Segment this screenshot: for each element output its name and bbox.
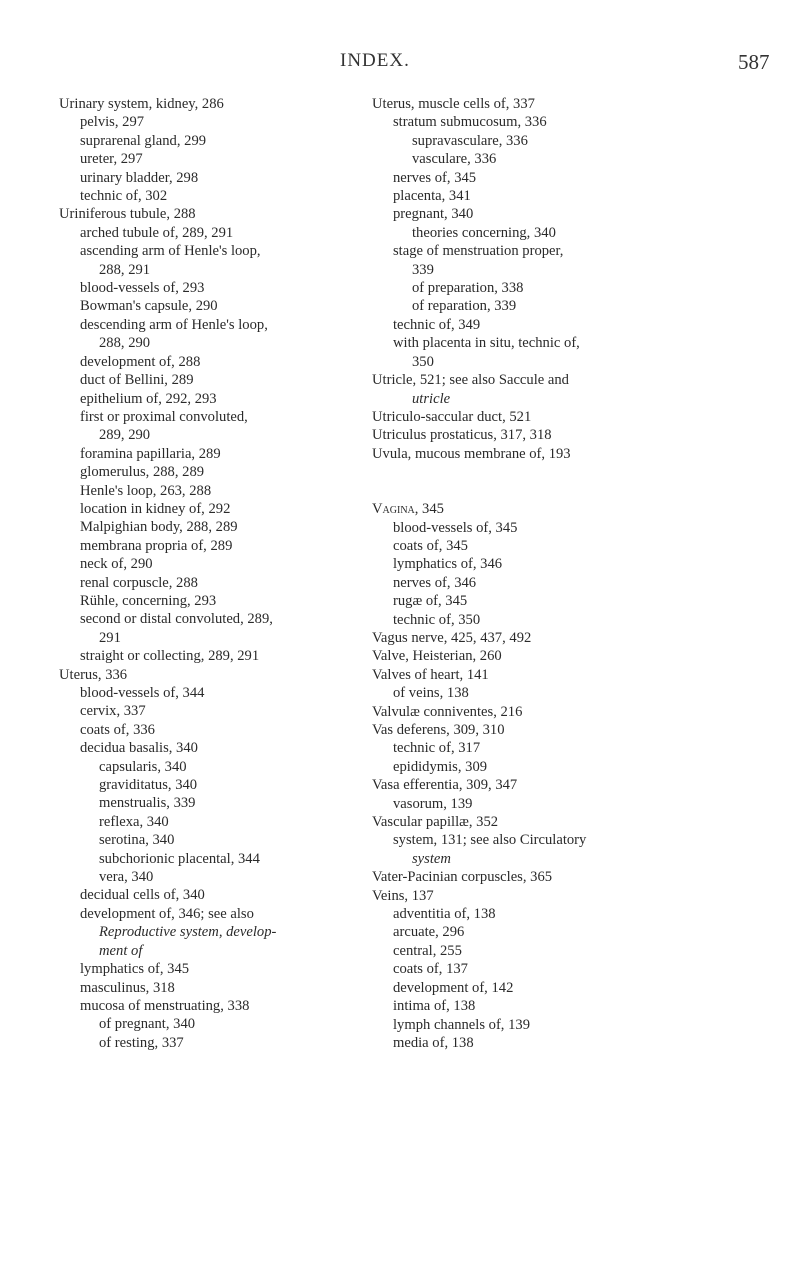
index-entry: vasorum, 139 (393, 795, 473, 812)
index-entry: 288, 290 (99, 335, 151, 352)
index-entry: placenta, 341 (393, 188, 471, 205)
index-entry: stage of menstruation proper, (393, 243, 564, 260)
index-entry: Henle's loop, 263, 288 (80, 482, 212, 499)
index-entry: Vater-Pacinian corpuscles, 365 (372, 869, 553, 886)
index-entry: technic of, 350 (393, 611, 481, 628)
index-entry: reflexa, 340 (99, 813, 169, 830)
index-entry: renal corpuscle, 288 (80, 574, 198, 591)
index-entry: central, 255 (393, 942, 462, 959)
index-entry: 339 (412, 261, 434, 278)
index-entry: of reparation, 339 (412, 298, 517, 315)
index-entry: Vas deferens, 309, 310 (372, 722, 505, 738)
index-entry: membrana propria of, 289 (80, 537, 233, 554)
index-entry: coats of, 336 (80, 721, 155, 738)
index-entry: ment of (99, 942, 143, 959)
index-entry: Valves of heart, 141 (372, 666, 489, 683)
index-entry: Uvula, mucous membrane of, 193 (372, 445, 571, 462)
index-entry: cervix, 337 (80, 703, 146, 720)
index-entry: arcuate, 296 (393, 924, 465, 941)
index-entry: foramina papillaria, 289 (80, 445, 221, 462)
index-entry: Vascular papillæ, 352 (372, 814, 499, 831)
index-entry: Urinary system, kidney, 286 (59, 96, 224, 112)
index-entry: serotina, 340 (99, 832, 175, 849)
index-entry: Vagina, 345 (372, 501, 444, 518)
index-entry: theories concerning, 340 (412, 224, 556, 241)
index-entry: of preparation, 338 (412, 280, 524, 297)
section-gap (372, 463, 762, 500)
index-entry: Vagus nerve, 425, 437, 492 (372, 629, 532, 646)
index-entry: decidual cells of, 340 (80, 887, 205, 904)
right-index-column (372, 95, 762, 1052)
index-entry: 289, 290 (99, 427, 151, 444)
index-entry: arched tubule of, 289, 291 (80, 224, 234, 241)
index-entry: lymphatics of, 345 (80, 961, 190, 978)
index-entry: coats of, 137 (393, 961, 468, 978)
index-entry: masculinus, 318 (80, 979, 175, 996)
index-entry: Utricle, 521; see also Saccule and (372, 372, 569, 389)
index-entry: Uterus, 336 (59, 666, 128, 683)
index-entry: lymph channels of, 139 (393, 1016, 530, 1033)
index-entry: of resting, 337 (99, 1034, 184, 1051)
index-entry: Valvulæ conniventes, 216 (372, 703, 523, 720)
index-entry: technic of, 317 (393, 740, 481, 757)
header-title: INDEX. (340, 50, 410, 71)
index-entry: nerves of, 345 (393, 169, 477, 186)
index-entry: duct of Bellini, 289 (80, 372, 194, 389)
index-entry: epithelium of, 292, 293 (80, 390, 217, 407)
index-entry: media of, 138 (393, 1034, 474, 1051)
index-entry: neck of, 290 (80, 556, 153, 573)
index-entry: vasculare, 336 (412, 151, 497, 168)
index-entry: pelvis, 297 (80, 114, 145, 131)
index-entry: Reproductive system, develop- (99, 924, 277, 941)
index-entry: mucosa of menstruating, 338 (80, 997, 250, 1014)
index-entry: ureter, 297 (80, 151, 143, 168)
index-entry: of veins, 138 (393, 685, 469, 702)
index-entry: adventitia of, 138 (393, 906, 496, 923)
index-entry: straight or collecting, 289, 291 (80, 648, 260, 665)
index-entry: stratum submucosum, 336 (393, 114, 547, 131)
index-entry: graviditatus, 340 (99, 777, 198, 794)
index-entry: Rühle, concerning, 293 (80, 592, 217, 609)
index-entry: blood-vessels of, 345 (393, 519, 518, 536)
page-header (0, 50, 800, 80)
index-entry: Veins, 137 (372, 887, 434, 904)
index-entry: coats of, 345 (393, 537, 468, 554)
index-entry: menstrualis, 339 (99, 795, 196, 812)
index-entry: system (412, 850, 451, 867)
index-entry: technic of, 349 (393, 316, 481, 333)
index-entry: development of, 142 (393, 979, 514, 996)
index-entry: Malpighian body, 288, 289 (80, 519, 238, 536)
index-entry: Utriculo-saccular duct, 521 (372, 408, 532, 425)
index-entry: with placenta in situ, technic of, (393, 335, 580, 352)
left-index-column (59, 95, 404, 1052)
index-entry: location in kidney of, 292 (80, 500, 231, 517)
index-entry: utricle (412, 390, 451, 407)
index-entry: system, 131; see also Circulatory (393, 832, 587, 849)
index-entry: 288, 291 (99, 261, 151, 278)
index-entry: first or proximal convoluted, (80, 408, 248, 425)
index-entry: intima of, 138 (393, 998, 476, 1015)
index-entry: Utriculus prostaticus, 317, 318 (372, 427, 552, 444)
index-entry: capsularis, 340 (99, 758, 187, 775)
index-entry: of pregnant, 340 (99, 1016, 196, 1033)
index-entry: vera, 340 (99, 869, 154, 886)
index-entry: technic of, 302 (80, 188, 168, 205)
index-entry: urinary bladder, 298 (80, 169, 199, 186)
index-entry: pregnant, 340 (393, 206, 474, 223)
index-entry: decidua basalis, 340 (80, 740, 198, 757)
index-entry: Valve, Heisterian, 260 (372, 648, 502, 665)
index-entry: epididymis, 309 (393, 758, 488, 775)
index-entry: 291 (99, 629, 121, 646)
page-number: 587 (738, 50, 770, 74)
index-entry: blood-vessels of, 344 (80, 685, 205, 701)
index-entry: development of, 346; see also (80, 905, 254, 922)
index-entry: second or distal convoluted, 289, (80, 611, 273, 628)
index-entry: suprarenal gland, 299 (80, 132, 207, 149)
index-entry: ascending arm of Henle's loop, (80, 243, 261, 260)
index-entry: nerves of, 346 (393, 574, 477, 591)
index-entry: development of, 288 (80, 353, 201, 370)
index-entry: subchorionic placental, 344 (99, 850, 260, 867)
index-entry: Uterus, muscle cells of, 337 (372, 96, 535, 112)
index-entry: Vasa efferentia, 309, 347 (372, 777, 518, 794)
index-entry: descending arm of Henle's loop, (80, 316, 268, 333)
index-entry: Uriniferous tubule, 288 (59, 206, 196, 223)
index-entry: glomerulus, 288, 289 (80, 464, 205, 481)
index-entry: lymphatics of, 346 (393, 556, 503, 573)
index-entry: blood-vessels of, 293 (80, 280, 205, 297)
index-entry: Bowman's capsule, 290 (80, 298, 218, 315)
index-entry: supravasculare, 336 (412, 132, 528, 149)
index-entry: 350 (412, 353, 434, 370)
index-entry: rugæ of, 345 (393, 593, 468, 610)
